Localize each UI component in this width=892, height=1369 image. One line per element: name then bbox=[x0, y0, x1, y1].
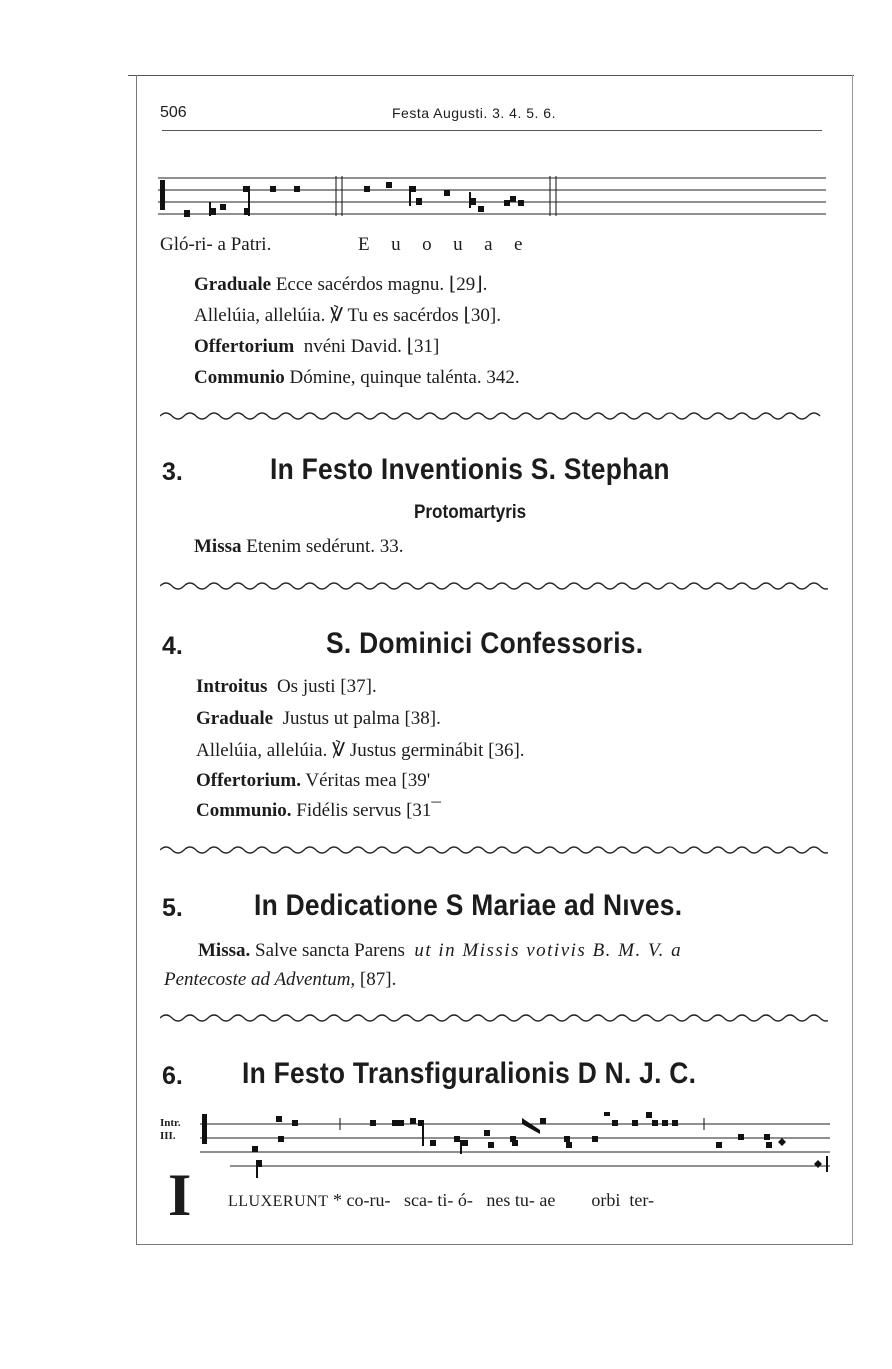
section-number: 5. bbox=[162, 894, 183, 922]
drop-cap-initial: I bbox=[168, 1162, 192, 1228]
section-number: 4. bbox=[162, 632, 183, 660]
section-number: 6. bbox=[162, 1062, 183, 1090]
frame-bottom-rule bbox=[136, 1244, 852, 1245]
proper-line: Allelúia, allelúia. ℣ Tu es sacérdos ⌊30]. bbox=[194, 305, 501, 326]
proper-line: Communio. Fidélis servus [31¯ bbox=[196, 800, 441, 821]
frame-top-rule bbox=[128, 75, 854, 76]
euouae-lyric: E u o u a e bbox=[358, 234, 527, 255]
ornament-divider bbox=[160, 578, 828, 594]
proper-line: Missa. Salve sancta Parens ut in Missis votivis B. M. V. a bbox=[198, 940, 683, 961]
section-title: In Festo Transfiguralionis D N. J. C. bbox=[242, 1057, 697, 1090]
introit-lyric: LLUXERUNT * co-ru- sca- ti- ó- nes tu- ae orbi ter- bbox=[228, 1190, 655, 1210]
proper-line: Introitus Os justi [37]. bbox=[196, 676, 377, 697]
section-subtitle: Protomartyris bbox=[414, 502, 527, 523]
gloria-staff bbox=[158, 170, 826, 230]
chant-mode-label: Intr. III. bbox=[160, 1117, 181, 1142]
proper-line: Offertorium nvéni David. ⌊31] bbox=[194, 336, 440, 357]
header-rule bbox=[162, 130, 822, 131]
running-header bbox=[160, 104, 822, 126]
ornament-divider bbox=[160, 408, 828, 424]
proper-line: Communio Dómine, quinque talénta. 342. bbox=[194, 367, 520, 388]
running-title: Festa Augusti. 3. 4. 5. 6. bbox=[392, 105, 556, 121]
proper-line: Graduale Justus ut palma [38]. bbox=[196, 708, 441, 729]
proper-line: Allelúia, allelúia. ℣ Justus germinábit [36]. bbox=[196, 740, 525, 761]
frame-left-rule bbox=[136, 75, 137, 1245]
gloria-lyric: Gló-ri- a Patri. bbox=[160, 234, 272, 255]
proper-line: Offertorium. Véritas mea [39' bbox=[196, 770, 431, 791]
frame-right-rule bbox=[852, 75, 853, 1245]
ornament-divider bbox=[160, 1010, 828, 1026]
section-number: 3. bbox=[162, 458, 183, 486]
proper-line: Missa Etenim sedérunt. 33. bbox=[194, 536, 404, 557]
section-title: In Dedicatione S Mariae ad Nıves. bbox=[254, 889, 683, 922]
proper-line: Pentecoste ad Adventum, [87]. bbox=[164, 969, 397, 990]
proper-line: Graduale Ecce sacérdos magnu. ⌊29⌋. bbox=[194, 274, 488, 295]
introit-staff bbox=[200, 1112, 830, 1178]
ornament-divider bbox=[160, 842, 828, 858]
section-title: S. Dominici Confessoris. bbox=[326, 627, 644, 660]
page-number: 506 bbox=[160, 104, 187, 121]
section-title: In Festo Inventionis S. Stephan bbox=[270, 453, 670, 486]
